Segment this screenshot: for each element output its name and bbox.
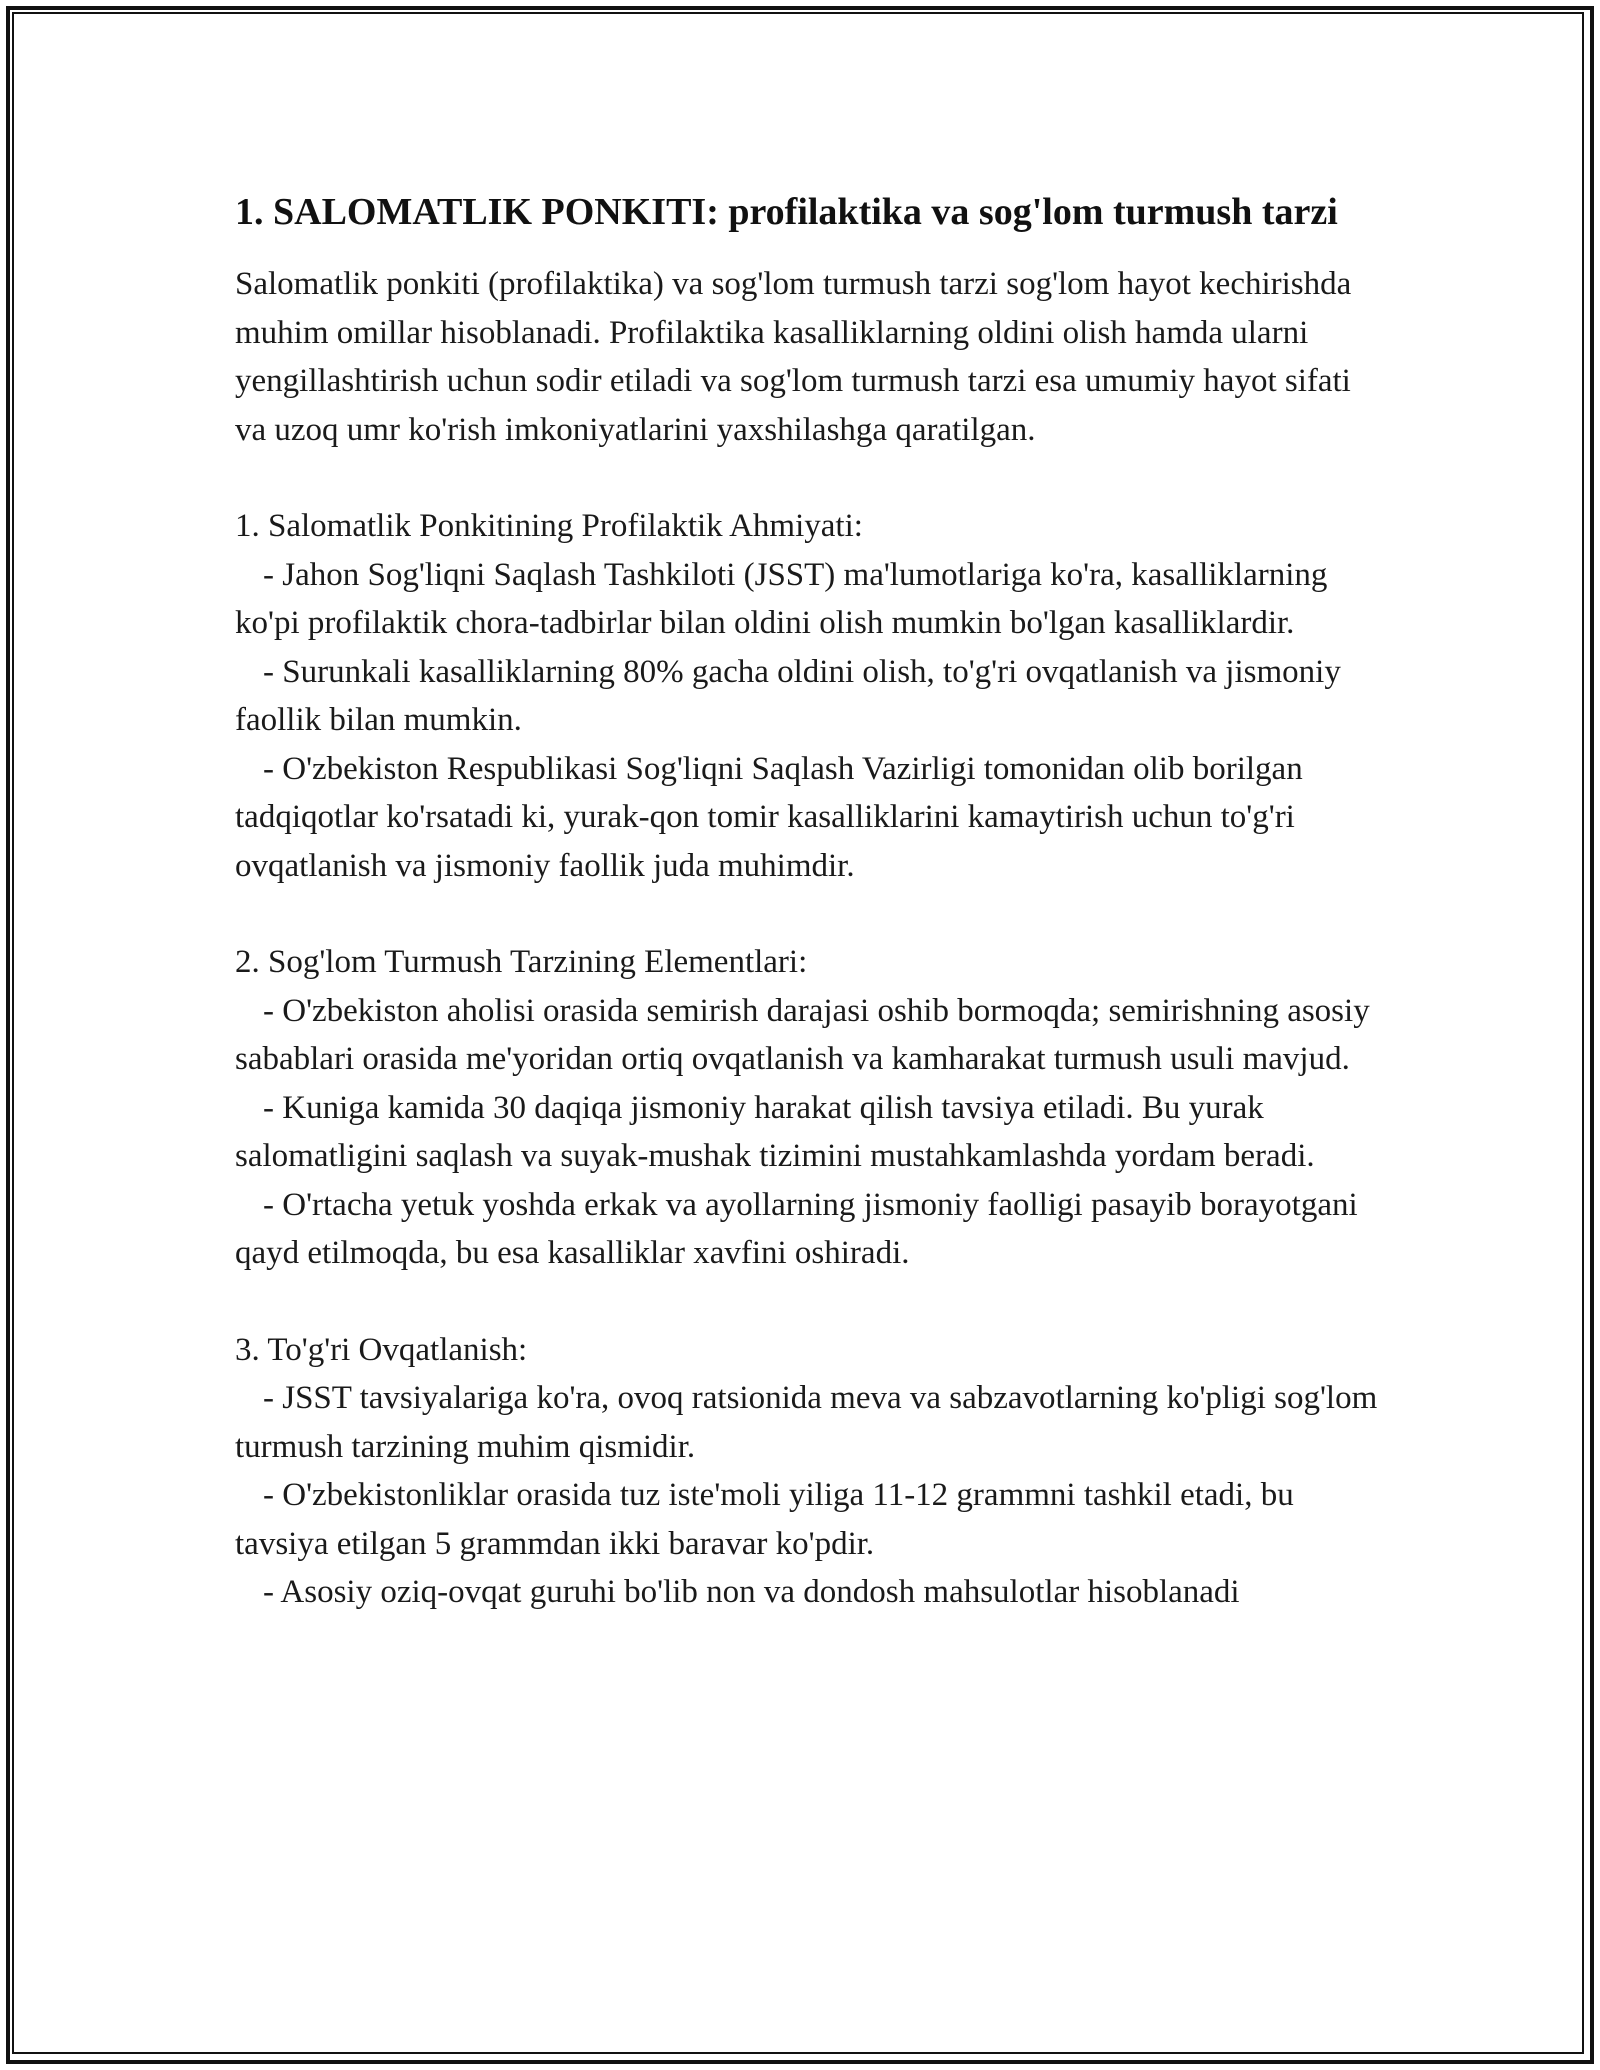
document-body xyxy=(235,186,1385,1617)
bullet-item: - JSST tavsiyalariga ko'ra, ovoq ratsionida meva va sabzavotlarning ko'pligi sog'lom turmush tarzining muhim qismidir. xyxy=(235,1380,1378,1465)
intro-paragraph: Salomatlik ponkiti (profilaktika) va sog'lom turmush tarzi sog'lom hayot kechirishda muhim omillar hisoblanadi. Profilaktika kasalliklarning oldini olish hamda ularni yengillashtirish uchun sodir etiladi va sog'lom turmush tarzi esa umumiy hayot sifati va uzoq umr ko'rish imkoniyatlarini yaxshilashga qaratilgan. xyxy=(235,266,1352,448)
section-3 xyxy=(235,1326,1385,1617)
bullet-item: - O'zbekiston Respublikasi Sog'liqni Saqlash Vazirligi tomonidan olib borilgan tadqiqotlar ko'rsatadi ki, yurak-qon tomir kasalliklarini kamaytirish uchun to'g'ri ovqatlanish va jismoniy faollik juda muhimdir. xyxy=(235,750,1303,884)
bullet-item: - Surunkali kasalliklarning 80% gacha oldini olish, to'g'ri ovqatlanish va jismoniy faollik bilan mumkin. xyxy=(235,653,1341,738)
bullet-item: - Jahon Sog'liqni Saqlash Tashkiloti (JSST) ma'lumotlariga ko'ra, kasalliklarning ko'pi profilaktik chora-tadbirlar bilan oldini olish mumkin bo'lgan kasalliklardir. xyxy=(235,556,1328,641)
bullet-item: - O'zbekistonliklar orasida tuz iste'moli yiliga 11-12 grammni tashkil etadi, bu tavsiya etilgan 5 grammdan ikki baravar ko'pdir. xyxy=(235,1477,1294,1562)
document-title: 1. SALOMATLIK PONKITI: profilaktika va sog'lom turmush tarzi xyxy=(235,191,1338,233)
bullet-item: - O'rtacha yetuk yoshda erkak va ayollarning jismoniy faolligi pasayib borayotgani qayd etilmoqda, bu esa kasalliklar xavfini oshiradi. xyxy=(235,1186,1358,1271)
section-1 xyxy=(235,502,1385,890)
bullet-item: - O'zbekiston aholisi orasida semirish darajasi oshib bormoqda; semirishning asosiy sabablari orasida me'yoridan ortiq ovqatlanish va kamharakat turmush usuli mavjud. xyxy=(235,992,1370,1077)
section-heading: 3. To'g'ri Ovqatlanish: xyxy=(235,1331,528,1368)
section-2 xyxy=(235,938,1385,1278)
section-heading: 2. Sog'lom Turmush Tarzining Elementlari: xyxy=(235,944,808,980)
section-heading: 1. Salomatlik Ponkitining Profilaktik Ahmiyati: xyxy=(235,508,863,544)
bullet-item: - Kuniga kamida 30 daqiqa jismoniy harakat qilish tavsiya etiladi. Bu yurak salomatligini saqlash va suyak-mushak tizimini mustahkamlashda yordam beradi. xyxy=(235,1089,1315,1174)
bullet-item: - Asosiy oziq-ovqat guruhi bo'lib non va dondosh mahsulotlar hisoblanadi xyxy=(263,1574,1240,1610)
